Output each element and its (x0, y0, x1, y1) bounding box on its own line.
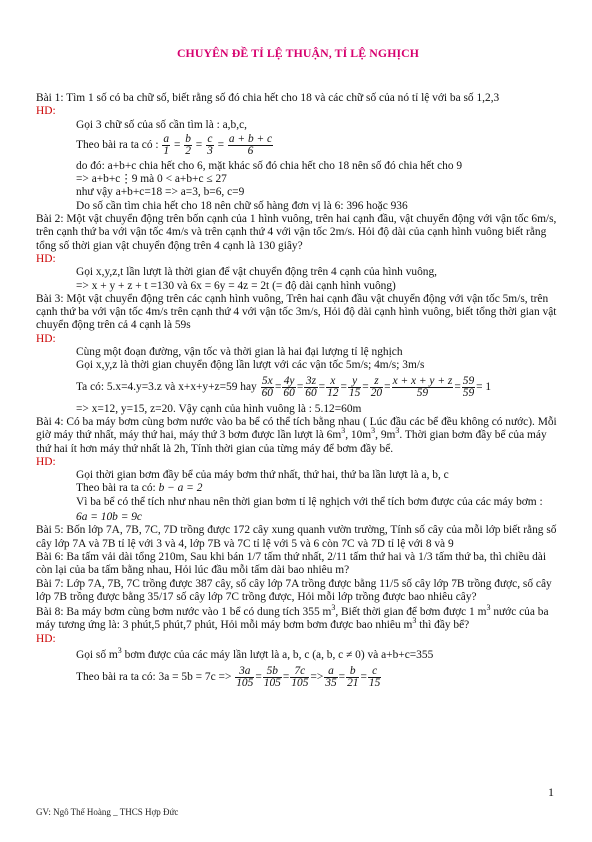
problem-4-step-1: Gọi thời gian bơm đầy bể của máy bơm thứ nhất, thứ hai, thứ ba lần lượt là a, b, c (76, 469, 449, 482)
problem-4-step-4: 6a = 10b = 9c (76, 511, 142, 524)
document-page (36, 0, 560, 842)
problem-5-question: Bài 5: Bốn lớp 7A, 7B, 7C, 7D trồng được 172 cây xung quanh vườn trường, Tính số cây của mỗi lớp biết rằng số cây lớp 7A và 7B tỉ lệ với 3 và 4, lớp 7B và 7C tỉ lệ với 5 và 6 còn 7C và 7D tỉ lệ với 8 và 9 (36, 524, 557, 550)
problem-8-step-2: Theo bài ra ta có: 3a = 5b = 7c => $\frac{3a}{105}$ = $\frac{5b}{105}$ = $\frac{7c}{105}$ => $\frac{a}{35}$ = $\frac{b}{21}$ = $\frac{c}{15}$ (76, 664, 381, 689)
problem-8-question: Bài 8: Ba máy bơm cùng bơm nước vào 1 bể có dung tích 355 $m^3$, Biết thời gian để bơm được 1 $m^3$ nước của ba máy tương ứng là: 3 phút,5 phút,7 phút, Hỏi mỗi máy bơm bơm được bao nhiêu $m^3$ thì đầy bể? (36, 603, 549, 632)
problem-3-step-3: Ta có: 5.x=4.y=3.z và x+x+y+z=59 hay $\frac{5x}{60}$ = $\frac{4y}{60}$ = $\frac{3z}{60}$ = $\frac{x}{12}$ = $\frac{y}{15}$ = $\frac{z}{20}$ = $\frac{x + x + y + z}{59}$ = $\frac{59}{59}$ = 1 (76, 375, 492, 400)
page-number: 1 (548, 785, 554, 799)
page-footer: GV: Ngô Thế Hoàng _ THCS Hợp Đức (36, 807, 179, 817)
problem-1-step-2: Theo bài ra ta có : $\frac{a}{1}$ = $\frac{b}{2}$ = $\frac{c}{3}$ = $\frac{a + b + c}{6}$ (76, 133, 273, 158)
hint-label: HD: (36, 632, 56, 645)
hint-label: HD: (36, 455, 56, 468)
document-body (36, 92, 560, 692)
problem-3-step-2: Gọi x,y,z là thời gian chuyển động lần lượt với các vận tốc 5m/s; 4m/s; 3m/s (76, 359, 425, 372)
problem-1-step-5: như vậy a+b+c=18 => a=3, b=6, c=9 (76, 186, 245, 199)
page-title: CHUYÊN ĐỀ TỈ LỆ THUẬN, TỈ LỆ NGHỊCH (176, 46, 420, 60)
problem-2-question: Bài 2: Một vật chuyển động trên bốn cạnh của 1 hình vuông, trên hai cạnh đầu, vật chuyển động với vận tốc 6m/s, trên cạnh thứ ba với vận tốc 4m/s và trên cạnh thứ 4 với vận tốc 2m/s. Hỏi độ dài của cạnh hình vuông biết rằng tổng số thời gian vật chuyển động trên 4 cạnh là 130 giây? (36, 213, 557, 252)
problem-1-step-6: Do số cần tìm chia hết cho 18 nên chữ số hàng đơn vị là 6: 396 hoặc 936 (76, 199, 408, 212)
problem-3-step-1: Cùng một đoạn đường, vận tốc và thời gian là hai đại lượng tỉ lệ nghịch (76, 346, 403, 359)
problem-8-step-1: Gọi số $m^3$ bơm được của các máy lần lượt là a, b, c (a, b, c ≠ 0) và a+b+c=355 (76, 646, 434, 661)
problem-3-step-4: => x=12, y=15, z=20. Vậy cạnh của hình vuông là : 5.12=60m (76, 402, 362, 415)
problem-3-question: Bài 3: Một vật chuyển động trên các cạnh hình vuông, Trên hai cạnh đầu vật chuyển động với vận tốc 5m/s, trên cạnh thứ ba với vận tốc 4m/s trên cạnh thứ 4 với vận tốc 3m/s, Hỏi độ dài cạnh hình vuông, biết tổng thời gian vật chuyển động trên cả 4 cạnh là 59s (36, 292, 557, 332)
problem-2-step-1: Gọi x,y,z,t lần lượt là thời gian để vật chuyển động trên 4 cạnh của hình vuông, (76, 266, 438, 279)
problem-4-step-2: Theo bài ra ta có: b − a = 2 (76, 482, 203, 495)
hint-label: HD: (36, 332, 56, 345)
problem-4-step-3: Vì ba bể có thể tích như nhau nên thời gian bơm tỉ lệ nghịch với thể tích bơm được của các máy bơm : (76, 495, 543, 508)
problem-1-step-1: Gọi 3 chữ số của số cần tìm là : a,b,c, (76, 118, 247, 131)
hint-label: HD: (36, 105, 56, 118)
problem-7-question: Bài 7: Lớp 7A, 7B, 7C trồng được 387 cây, số cây lớp 7A trồng được bằng 11/5 số cây lớp 7B trồng được, số cây lớp 7B trồng được bằng 35/17 số cây lớp 7C trồng được, Hỏi mỗi lớp trồng được bao nhiêu cây? (36, 577, 552, 603)
problem-1-step-3: do đó: a+b+c chia hết cho 6, mặt khác số đó chia hết cho 18 nên số đó chia hết cho 9 (76, 159, 463, 172)
hint-label: HD: (36, 252, 56, 265)
problem-1-step-4: => a+b+c⋮9 mà 0 < a+b+c ≤ 27 (76, 173, 227, 186)
problem-2-step-2: => x + y + z + t =130 và 6x = 6y = 4z = 2t (= độ dài cạnh hình vuông) (76, 279, 396, 292)
problem-1-question: Bài 1: Tìm 1 số có ba chữ số, biết rằng số đó chia hết cho 18 và các chữ số của nó tỉ lệ với ba số 1,2,3 (36, 92, 500, 104)
problem-4-question: Bài 4: Có ba máy bơm cùng bơm nước vào ba bể có thể tích bằng nhau ( Lúc đầu các bể đều không có nước). Mỗi giờ máy thứ nhất, máy thứ hai, máy thứ 3 bơm được lần lượt là $6m^3$, $10m^3$, $9m^3$. Thời gian bơm đầy bể của máy thứ hai ít hơn máy thứ nhất là 2h, Tính thời gian của từng máy để bơm đầy bể. (36, 415, 557, 455)
problem-6-question: Bài 6: Ba tấm vải dài tổng 210m, Sau khi bán 1/7 tấm thứ nhất, 2/11 tấm thứ hai và 1/3 tấm thứ ba, thì chiều dài còn lại của ba tấm bằng nhau, Hỏi lúc đầu mỗi tấm dài bao nhiêu m? (36, 550, 547, 577)
